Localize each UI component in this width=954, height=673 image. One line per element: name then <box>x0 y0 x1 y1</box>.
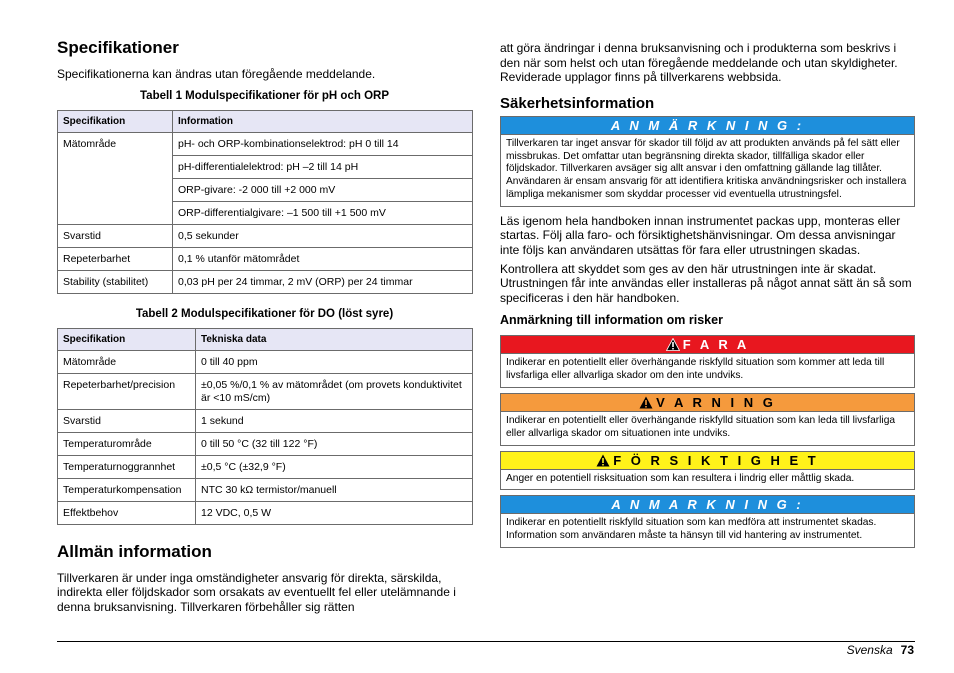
general-information-text: Tillverkaren är under inga omständigheter ansvarig för direkta, särskilda, indirekta eller följdskador som orsakats av eventuellt fel eller utelämnande i denna bruksanvisning. Tillverkaren förbehåller sig rätten <box>57 570 456 614</box>
table-cell-label: Stability (stabilitet) <box>58 270 173 293</box>
safety-paragraph-1: Läs igenom hela handboken innan instrumentet packas upp, monteras eller startas. Följ alla faro- och försiktighetshänvisningar. Om dessa anvisningar inte följs kan användaren utsättas för fara eller utrustningen skadas. <box>500 213 901 257</box>
footer-language: Svenska <box>846 643 893 657</box>
table-cell-value: 0 till 40 ppm <box>196 350 473 373</box>
table-row <box>58 478 473 501</box>
table-cell-label: Svarstid <box>58 409 196 432</box>
table-cell-label: Effektbehov <box>58 501 196 524</box>
table-row <box>58 224 473 247</box>
table-cell-label: Svarstid <box>58 224 173 247</box>
table-header-row <box>58 328 473 350</box>
warning-text: Indikerar en potentiellt eller överhängande riskfylld situation som kan leda till livsfarliga eller allvarliga skador om situationen inte undviks. <box>506 414 896 439</box>
notice-text: Indikerar en potentiellt riskfylld situation som kan medföra att instrumentet skadas. Information som användaren måste ta hänsyn till vid hantering av instrumentet. <box>506 517 877 542</box>
table-row <box>58 270 473 293</box>
table-cell-value: 1 sekund <box>196 409 473 432</box>
danger-box <box>500 335 915 388</box>
table-row <box>58 247 473 270</box>
table-header-row <box>58 110 473 132</box>
warning-triangle-icon <box>666 338 680 351</box>
table-row <box>58 501 473 524</box>
general-information-heading: Allmän information <box>57 541 212 561</box>
table-cell-value: 0,5 sekunder <box>173 224 473 247</box>
table-cell-label: Mätområde <box>58 350 196 373</box>
do-spec-table <box>57 328 473 525</box>
table-cell-value: ORP-givare: -2 000 till +2 000 mV <box>173 178 473 201</box>
table-header-cell: Specifikation <box>58 328 196 350</box>
table-header-cell: Specifikation <box>58 110 173 132</box>
warning-box <box>500 393 915 446</box>
caution-title: F Ö R S I K T I G H E T <box>613 452 819 468</box>
caution-box <box>500 451 915 491</box>
danger-title: F A R A <box>682 337 750 353</box>
table-cell-value: NTC 30 kΩ termistor/manuell <box>196 478 473 501</box>
left-column <box>57 38 472 614</box>
risk-heading: Anmärkning till information om risker <box>500 313 723 328</box>
notice-title: A N M A R K N I N G : <box>501 496 914 514</box>
warning-title: V A R N I N G <box>656 394 776 410</box>
table-cell-value: pH- och ORP-kombinationselektrod: pH 0 till 14 <box>173 132 473 155</box>
safety-heading: Säkerhetsinformation <box>500 94 655 112</box>
notice-text: Tillverkaren tar inget ansvar för skador till följd av att produkten används på fel sätt eller missbrukas. Det omfattar utan begränsning direkta skador, tillfälliga skador eller följdskador. Tillverkaren avsäger sig allt ansvar i den omfattning gällande lag tillåter. Användaren är ensam ansvarig för att identifiera kritiska användningsrisker och installera lämpliga mekanismer som skyddar processer vid eventuella utrustningsfel. <box>506 137 907 200</box>
notice-box <box>500 116 915 207</box>
right-column <box>500 41 915 548</box>
table-header-cell: Tekniska data <box>196 328 473 350</box>
table-cell-value: 0,03 pH per 24 timmar, 2 mV (ORP) per 24 timmar <box>173 270 473 293</box>
table-row <box>58 350 473 373</box>
table-cell-value: 0,1 % utanför mätområdet <box>173 247 473 270</box>
notice-title: A N M Ä R K N I N G : <box>501 117 914 135</box>
table1-caption: Tabell 1 Modulspecifikationer för pH och ORP <box>140 89 389 102</box>
table-row <box>58 432 473 455</box>
specifications-heading: Specifikationer <box>57 38 179 57</box>
table-cell-label: Temperaturkompensation <box>58 478 196 501</box>
warning-triangle-icon <box>639 396 653 409</box>
notice-box <box>500 495 915 548</box>
table-row <box>58 373 473 409</box>
table-cell-value: ±0,5 °C (±32,9 °F) <box>196 455 473 478</box>
specifications-intro: Specifikationerna kan ändras utan föregående meddelande. <box>57 67 376 81</box>
table-cell-label: Temperaturnoggrannhet <box>58 455 196 478</box>
table-cell-label: Repeterbarhet/precision <box>58 373 196 409</box>
footer-divider <box>57 641 915 642</box>
table-row <box>58 455 473 478</box>
table-cell-value: 12 VDC, 0,5 W <box>196 501 473 524</box>
table-cell-value: ORP-differentialgivare: –1 500 till +1 500 mV <box>173 201 473 224</box>
warning-triangle-icon <box>596 454 610 467</box>
table-cell-value: 0 till 50 °C (32 till 122 °F) <box>196 432 473 455</box>
table-row <box>58 409 473 432</box>
table2-caption: Tabell 2 Modulspecifikationer för DO (löst syre) <box>135 307 394 320</box>
caution-text: Anger en potentiell risksituation som kan resultera i lindrig eller måttlig skada. <box>506 472 855 484</box>
page-footer <box>847 643 914 657</box>
table-cell-value: pH-differentialelektrod: pH –2 till 14 pH <box>173 155 473 178</box>
table-cell-value: ±0,05 %/0,1 % av mätområdet (om provets konduktivitet är <10 mS/cm) <box>196 373 473 409</box>
safety-paragraph-2: Kontrollera att skyddet som ges av den här utrustningen inte är skadat. Utrustningen får inte användas eller installeras på något annat sätt än så som specificeras i den här handboken. <box>500 261 912 305</box>
danger-text: Indikerar en potentiellt eller överhängande riskfylld situation som kommer att leda till livsfarliga eller allvarliga skador om den inte undviks. <box>506 357 885 382</box>
continued-text: att göra ändringar i denna bruksanvisning och i produkterna som beskrivs i den när som helst och utan föregående meddelande och utan skyldigheter. Reviderade upplagor finns på tillverkarens webbsida. <box>500 41 898 85</box>
table-cell-label: Repeterbarhet <box>58 247 173 270</box>
table-row <box>58 132 473 155</box>
table-header-cell: Information <box>173 110 473 132</box>
ph-orp-spec-table <box>57 110 473 294</box>
page-number: 73 <box>900 643 914 657</box>
table-cell-label: Mätområde <box>58 132 173 224</box>
table-cell-label: Temperaturområde <box>58 432 196 455</box>
